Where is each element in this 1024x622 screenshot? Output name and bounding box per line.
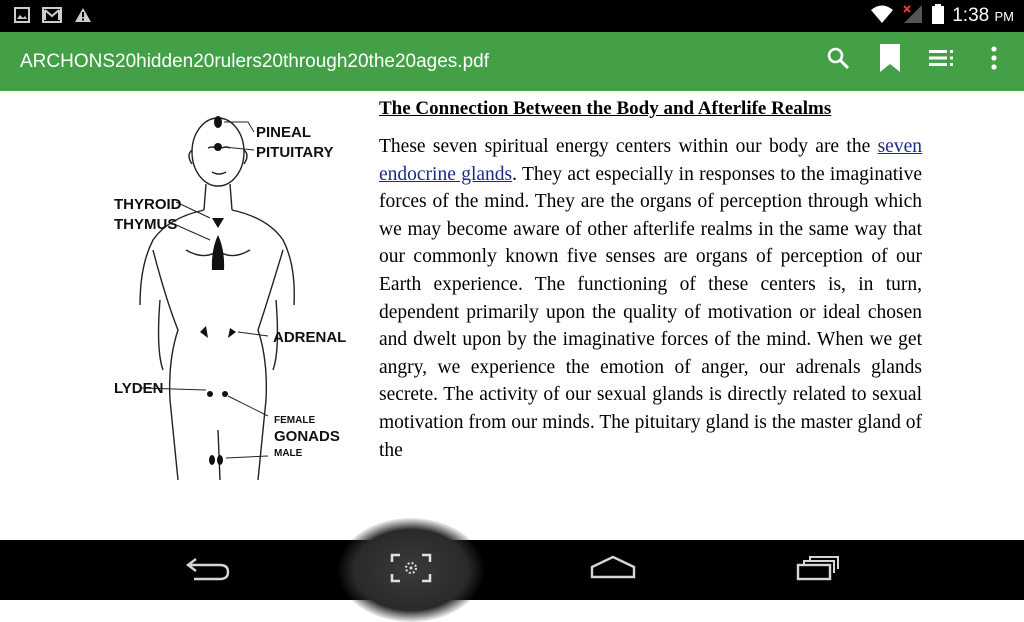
home-icon xyxy=(590,555,636,585)
label-thyroid: THYROID xyxy=(114,196,182,213)
clock-time: 1:38 xyxy=(952,5,990,26)
status-left-icons xyxy=(14,7,92,27)
app-bar xyxy=(0,32,1024,91)
home-button[interactable] xyxy=(585,540,641,600)
status-clock xyxy=(952,5,1014,27)
recents-button[interactable] xyxy=(790,540,846,600)
screenshot-icon xyxy=(390,553,432,587)
screenshot-button[interactable] xyxy=(383,540,439,600)
battery-icon xyxy=(932,4,944,28)
overflow-menu-button[interactable] xyxy=(976,42,1012,78)
endocrine-diagram xyxy=(108,100,358,480)
document-text-column xyxy=(379,97,922,481)
recents-icon xyxy=(796,555,840,585)
bookmark-button[interactable] xyxy=(872,42,908,78)
more-vert-icon xyxy=(990,46,998,74)
body-paragraph xyxy=(379,133,922,464)
clock-ampm: PM xyxy=(994,9,1014,24)
back-button[interactable] xyxy=(180,540,236,600)
gland-markers xyxy=(200,116,236,465)
search-button[interactable] xyxy=(820,42,856,78)
contents-button[interactable] xyxy=(924,42,960,78)
status-right-icons xyxy=(870,4,1014,28)
app-bar-actions xyxy=(820,42,1012,78)
label-pineal: PINEAL xyxy=(256,124,312,141)
endocrine-glands-link[interactable]: seven endocrine glands xyxy=(379,136,922,185)
back-icon xyxy=(186,555,230,585)
status-bar xyxy=(0,0,1024,32)
label-female: FEMALE xyxy=(274,415,316,426)
label-adrenal: ADRENAL xyxy=(273,329,347,346)
gmail-icon xyxy=(42,7,62,27)
paragraph-prefix: These seven spiritual energy centers within our body are the xyxy=(379,136,878,157)
picture-icon xyxy=(14,7,30,27)
paragraph-suffix: . They act especially in responses to the imaginative forces of the mind. They are the organs of perception through which we may become aware of other afterlife realms in the same way that our commonly known five senses are organs of perception of our Earth experience. The functioning of these centers is, in turn, dependent primarily upon the quality of motivation or ideal chosen and dwelt upon by the imaginative forces of the mind. When we get angry, we experience the emotion of anger, our adrenals glands secrete. The activity of our sexual glands is directly related to sexual motivation from our minds. The pituitary gland is the master gland of the xyxy=(379,163,922,461)
bookmark-icon xyxy=(879,43,901,77)
warning-icon xyxy=(74,7,92,27)
search-icon xyxy=(826,46,850,74)
label-thymus: THYMUS xyxy=(114,216,178,233)
list-icon xyxy=(929,49,955,71)
body-outline xyxy=(140,118,294,480)
leader-lines xyxy=(142,122,268,458)
navigation-bar xyxy=(0,540,1024,600)
document-title: ARCHONS20hidden20rulers20through20the20ages.pdf xyxy=(20,51,489,72)
label-gonads: GONADS xyxy=(274,428,340,445)
label-lyden: LYDEN xyxy=(114,380,164,397)
signal-icon xyxy=(902,4,924,28)
label-pituitary: PITUITARY xyxy=(256,144,334,161)
section-heading: The Connection Between the Body and Afterlife Realms xyxy=(379,98,832,119)
label-male: MALE xyxy=(274,448,303,459)
wifi-icon xyxy=(870,4,894,28)
